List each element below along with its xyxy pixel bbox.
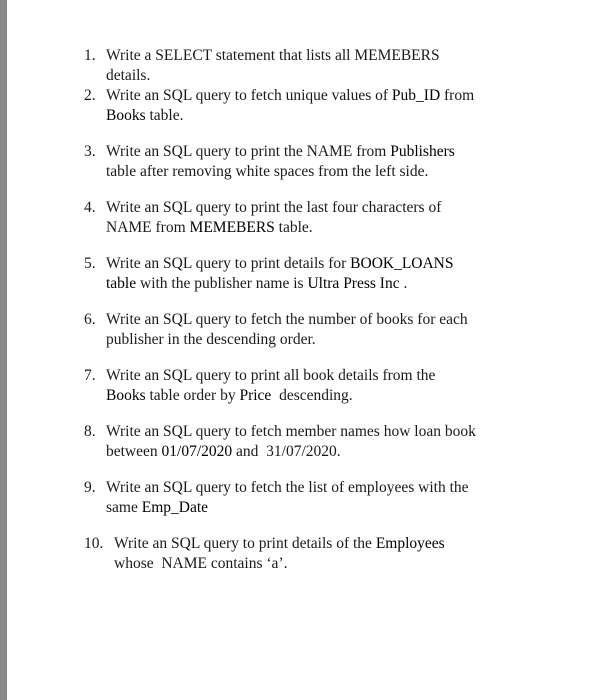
question-text-line — [106, 386, 544, 406]
page-left-border — [0, 0, 7, 700]
question-number: 1. — [84, 47, 96, 64]
question-text-line — [114, 534, 445, 554]
emphasized-term: Publishers — [390, 143, 455, 160]
question-text — [106, 478, 544, 518]
question-number: 9. — [84, 479, 96, 496]
question-text — [106, 142, 544, 182]
question-text-line — [106, 218, 544, 238]
text-segment: Write an SQL query to fetch unique values of — [106, 87, 392, 104]
emphasized-term: Employees — [375, 535, 445, 552]
question-text-line — [106, 106, 544, 126]
text-segment: NAME from — [106, 219, 190, 236]
question-text-line — [106, 162, 544, 182]
emphasized-term: Emp_Date — [141, 499, 209, 516]
question-item-1 — [84, 46, 544, 86]
question-text-line — [106, 422, 544, 442]
emphasized-term: table — [106, 275, 137, 292]
question-text — [106, 366, 544, 406]
question-text — [106, 422, 544, 462]
question-number: 7. — [84, 367, 96, 384]
question-text-line — [106, 478, 544, 498]
question-number: 5. — [84, 255, 96, 272]
emphasized-term: MEMEBERS — [189, 219, 275, 236]
text-segment: Write an SQL query to print the NAME from — [106, 143, 391, 160]
question-item-9 — [84, 478, 544, 518]
text-segment: Write an SQL query to fetch member names how loan book — [106, 423, 476, 440]
text-segment: publisher in the descending order. — [106, 331, 316, 348]
text-segment: Write an SQL query to print all book details from the — [106, 367, 436, 384]
text-segment: descending. — [271, 387, 353, 404]
text-segment: Write a SELECT statement that lists all MEMEBERS — [106, 47, 440, 64]
text-segment: Write an SQL query to fetch the list of employees with the — [106, 479, 469, 496]
text-segment: and 31/07/2020. — [232, 443, 341, 460]
question-number: 10. — [84, 535, 104, 552]
text-segment: table. — [274, 219, 313, 236]
text-segment: from — [440, 87, 475, 104]
emphasized-term: BOOK_LOANS — [350, 255, 454, 272]
text-segment: between — [106, 443, 162, 460]
question-item-7 — [84, 366, 544, 406]
question-text-line — [106, 310, 544, 330]
text-segment: Write an SQL query to print details of the — [114, 535, 376, 552]
emphasized-term: Books — [106, 387, 146, 404]
question-text-line — [106, 46, 544, 66]
question-text-line — [106, 254, 544, 274]
question-list — [84, 46, 544, 590]
text-segment: table after removing white spaces from the left side. — [106, 163, 429, 180]
question-text-line — [106, 142, 544, 162]
question-item-8 — [84, 422, 544, 462]
text-segment: with the publisher name is — [136, 275, 308, 292]
question-text — [106, 46, 544, 86]
question-item-3 — [84, 142, 544, 182]
text-segment: whose NAME contains ‘a’. — [114, 555, 288, 572]
question-text — [106, 254, 544, 294]
question-item-2 — [84, 86, 544, 126]
emphasized-term: Price — [239, 387, 272, 404]
question-text-line — [114, 554, 445, 574]
question-text — [114, 534, 445, 574]
question-item-6 — [84, 310, 544, 350]
question-text — [106, 310, 544, 350]
question-text-line — [106, 274, 544, 294]
emphasized-term: 01/07/2020 — [161, 443, 233, 460]
question-number: 2. — [84, 87, 96, 104]
question-item-5 — [84, 254, 544, 294]
question-text-line — [106, 498, 544, 518]
text-segment: Write an SQL query to print the last four characters of — [106, 199, 442, 216]
question-text — [106, 86, 544, 126]
question-number: 4. — [84, 199, 96, 216]
emphasized-term: Ultra Press Inc — [307, 275, 400, 292]
text-segment: table. — [145, 107, 184, 124]
text-segment: details. — [106, 67, 151, 84]
emphasized-term: Pub_ID — [391, 87, 441, 104]
question-number: 3. — [84, 143, 96, 160]
question-text-line — [106, 442, 544, 462]
text-segment: . — [399, 275, 408, 292]
emphasized-term: Books — [106, 107, 146, 124]
text-segment: table order by — [145, 387, 240, 404]
text-segment: Write an SQL query to print details for — [106, 255, 351, 272]
question-text-line — [106, 366, 544, 386]
question-number: 6. — [84, 311, 96, 328]
question-text-line — [106, 86, 544, 106]
text-segment: Write an SQL query to fetch the number of books for each — [106, 311, 468, 328]
question-item-4 — [84, 198, 544, 238]
question-text — [106, 198, 544, 238]
question-text-line — [106, 330, 544, 350]
text-segment: same — [106, 499, 142, 516]
question-text-line — [106, 66, 544, 86]
question-item-10 — [84, 534, 544, 574]
question-number: 8. — [84, 423, 96, 440]
question-text-line — [106, 198, 544, 218]
